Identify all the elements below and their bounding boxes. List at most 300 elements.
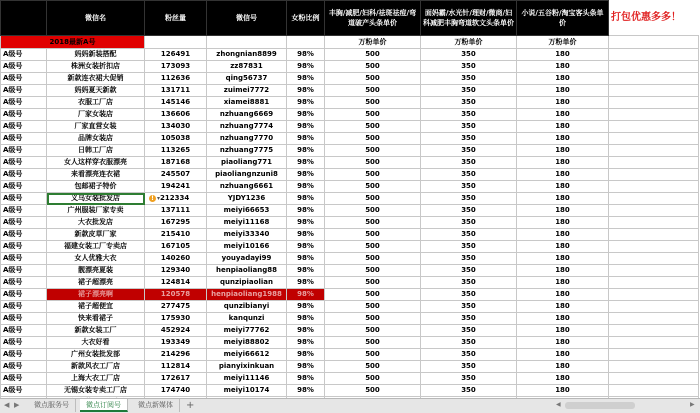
price-3-cell[interactable] [517, 73, 609, 85]
fans-cell[interactable] [145, 73, 207, 85]
wechat-id-cell[interactable] [207, 349, 287, 361]
wechat-id-cell[interactable] [207, 181, 287, 193]
name-cell[interactable] [47, 301, 145, 313]
ratio-cell[interactable] [287, 253, 325, 265]
price-2-cell[interactable] [421, 109, 517, 121]
unit-blank-2[interactable] [207, 36, 287, 49]
ratio-cell[interactable] [287, 109, 325, 121]
tag-cell[interactable] [1, 289, 47, 301]
price-3-cell[interactable] [517, 181, 609, 193]
wechat-id-cell[interactable] [207, 193, 287, 205]
fans-cell[interactable] [145, 145, 207, 157]
wechat-id-cell[interactable] [207, 157, 287, 169]
wechat-id-cell[interactable] [207, 169, 287, 181]
tag-cell[interactable] [1, 49, 47, 61]
blank-cell[interactable] [609, 373, 699, 385]
sheet-tab[interactable]: 微点新媒体 [132, 399, 180, 412]
blank-cell[interactable] [609, 145, 699, 157]
unit-price-2[interactable]: 万粉单价 [421, 36, 517, 49]
blank-cell[interactable] [609, 49, 699, 61]
blank-cell[interactable] [609, 217, 699, 229]
ratio-cell[interactable] [287, 265, 325, 277]
blank-cell[interactable] [609, 313, 699, 325]
tag-cell[interactable] [1, 85, 47, 97]
fans-cell[interactable] [145, 193, 207, 205]
wechat-id-cell[interactable] [207, 205, 287, 217]
price-3-cell[interactable] [517, 61, 609, 73]
fans-cell[interactable] [145, 121, 207, 133]
ratio-cell[interactable] [287, 325, 325, 337]
ratio-cell[interactable] [287, 313, 325, 325]
name-cell[interactable] [47, 145, 145, 157]
wechat-id-cell[interactable] [207, 265, 287, 277]
table-row [1, 349, 699, 361]
blank-cell[interactable] [609, 85, 699, 97]
price-2-cell[interactable] [421, 229, 517, 241]
blank-cell[interactable] [609, 229, 699, 241]
fans-cell[interactable] [145, 289, 207, 301]
warning-icon[interactable]: ! [149, 195, 156, 202]
wechat-id-cell[interactable] [207, 253, 287, 265]
blank-cell[interactable] [609, 157, 699, 169]
name-cell[interactable] [47, 121, 145, 133]
price-3-cell[interactable] [517, 217, 609, 229]
price-1-cell[interactable] [325, 85, 421, 97]
price-3-cell[interactable] [517, 265, 609, 277]
tag-cell[interactable] [1, 217, 47, 229]
tag-cell[interactable] [1, 301, 47, 313]
price-2-cell[interactable] [421, 97, 517, 109]
price-1-cell[interactable] [325, 253, 421, 265]
name-cell[interactable] [47, 157, 145, 169]
ratio-cell[interactable] [287, 349, 325, 361]
ratio-cell[interactable] [287, 289, 325, 301]
price-1-cell[interactable] [325, 49, 421, 61]
tag-cell[interactable] [1, 373, 47, 385]
price-1-cell[interactable] [325, 61, 421, 73]
ratio-cell[interactable] [287, 217, 325, 229]
unit-price-1[interactable]: 万粉单价 [325, 36, 421, 49]
price-3-cell[interactable] [517, 145, 609, 157]
wechat-id-cell[interactable] [207, 337, 287, 349]
price-2-cell[interactable] [421, 373, 517, 385]
price-2-cell[interactable] [421, 145, 517, 157]
unit-blank-1[interactable] [145, 36, 207, 49]
tag-cell[interactable] [1, 181, 47, 193]
price-1-cell[interactable] [325, 373, 421, 385]
price-2-cell[interactable] [421, 361, 517, 373]
blank-cell[interactable] [609, 73, 699, 85]
fans-cell[interactable] [145, 109, 207, 121]
ratio-cell[interactable] [287, 241, 325, 253]
blank-cell[interactable] [609, 181, 699, 193]
price-1-cell[interactable] [325, 265, 421, 277]
wechat-id-cell[interactable] [207, 361, 287, 373]
blank-cell[interactable] [609, 265, 699, 277]
scroll-left-icon[interactable]: ◀ [556, 401, 561, 408]
ratio-cell[interactable] [287, 229, 325, 241]
wechat-id-cell[interactable] [207, 73, 287, 85]
wechat-id-cell[interactable] [207, 49, 287, 61]
price-1-cell[interactable] [325, 289, 421, 301]
fans-cell[interactable] [145, 301, 207, 313]
fans-cell[interactable] [145, 205, 207, 217]
price-2-cell[interactable] [421, 121, 517, 133]
name-cell[interactable] [47, 217, 145, 229]
price-1-cell[interactable] [325, 241, 421, 253]
fans-cell-text: 120578 [160, 290, 191, 298]
price-3-cell[interactable] [517, 193, 609, 205]
price-2-cell[interactable] [421, 193, 517, 205]
price-1-cell[interactable] [325, 97, 421, 109]
price-3-cell[interactable] [517, 313, 609, 325]
price-2-cell[interactable] [421, 73, 517, 85]
blank-cell[interactable] [609, 253, 699, 265]
header-blank-cell[interactable] [1, 1, 47, 36]
price-2-cell[interactable] [421, 385, 517, 397]
name-cell[interactable] [47, 205, 145, 217]
price-3-cell-text: 180 [555, 386, 570, 394]
price-1-cell[interactable] [325, 133, 421, 145]
name-cell[interactable] [47, 109, 145, 121]
price-1-cell[interactable] [325, 109, 421, 121]
price-3-cell[interactable] [517, 325, 609, 337]
fans-cell[interactable] [145, 217, 207, 229]
fans-cell[interactable] [145, 253, 207, 265]
price-1-cell[interactable] [325, 337, 421, 349]
price-2-cell[interactable] [421, 169, 517, 181]
fans-cell[interactable] [145, 181, 207, 193]
fans-cell[interactable] [145, 373, 207, 385]
name-cell[interactable] [47, 133, 145, 145]
price-2-cell[interactable] [421, 313, 517, 325]
price-3-cell[interactable] [517, 337, 609, 349]
price-3-cell[interactable] [517, 385, 609, 397]
price-1-cell-text: 500 [365, 278, 380, 286]
name-cell[interactable] [47, 241, 145, 253]
name-cell[interactable] [47, 313, 145, 325]
wechat-id-cell[interactable] [207, 373, 287, 385]
fans-cell[interactable] [145, 97, 207, 109]
wechat-id-cell[interactable] [207, 241, 287, 253]
price-2-cell[interactable] [421, 289, 517, 301]
tag-cell[interactable] [1, 73, 47, 85]
price-1-cell[interactable] [325, 277, 421, 289]
price-2-cell[interactable] [421, 277, 517, 289]
header-price-1[interactable]: 丰胸/减肥/妇科/祛斑祛痘/弯道破产头条单价 [325, 1, 421, 36]
tag-cell[interactable] [1, 157, 47, 169]
ratio-cell[interactable] [287, 337, 325, 349]
wechat-id-cell[interactable] [207, 385, 287, 397]
discount-note[interactable]: 打包优惠多多！ [609, 1, 699, 36]
blank-cell[interactable] [609, 337, 699, 349]
wechat-id-cell[interactable] [207, 133, 287, 145]
name-cell[interactable] [47, 277, 145, 289]
ratio-cell[interactable] [287, 121, 325, 133]
tag-cell[interactable] [1, 325, 47, 337]
price-3-cell[interactable] [517, 133, 609, 145]
blank-cell[interactable] [609, 205, 699, 217]
ratio-cell[interactable] [287, 61, 325, 73]
blank-cell[interactable] [609, 109, 699, 121]
price-3-cell[interactable] [517, 85, 609, 97]
name-cell[interactable] [47, 337, 145, 349]
price-2-cell[interactable] [421, 61, 517, 73]
wechat-id-cell-text: meiyi10174 [223, 386, 270, 394]
wechat-id-cell[interactable] [207, 229, 287, 241]
blank-cell[interactable] [609, 193, 699, 205]
blank-cell[interactable] [609, 301, 699, 313]
fans-cell[interactable] [145, 241, 207, 253]
blank-cell[interactable] [609, 349, 699, 361]
name-cell[interactable] [47, 349, 145, 361]
section-label[interactable]: 2018最新A号 [1, 36, 145, 49]
price-1-cell[interactable] [325, 301, 421, 313]
fans-cell[interactable] [145, 169, 207, 181]
scroll-right-icon[interactable]: ▶ [690, 401, 695, 408]
price-3-cell[interactable] [517, 277, 609, 289]
price-2-cell[interactable] [421, 253, 517, 265]
wechat-id-cell[interactable] [207, 61, 287, 73]
price-1-cell[interactable] [325, 349, 421, 361]
fans-cell[interactable] [145, 337, 207, 349]
price-3-cell[interactable] [517, 121, 609, 133]
tag-cell[interactable] [1, 133, 47, 145]
tag-cell[interactable] [1, 349, 47, 361]
price-1-cell[interactable] [325, 325, 421, 337]
price-3-cell[interactable] [517, 241, 609, 253]
fans-cell[interactable] [145, 133, 207, 145]
name-cell[interactable] [47, 289, 145, 301]
ratio-cell[interactable] [287, 169, 325, 181]
price-2-cell[interactable] [421, 337, 517, 349]
price-2-cell[interactable] [421, 133, 517, 145]
name-cell[interactable] [47, 373, 145, 385]
price-2-cell[interactable] [421, 241, 517, 253]
fans-cell[interactable] [145, 61, 207, 73]
price-3-cell[interactable] [517, 205, 609, 217]
name-cell[interactable] [47, 229, 145, 241]
wechat-id-cell[interactable] [207, 85, 287, 97]
tag-cell[interactable] [1, 61, 47, 73]
ratio-cell[interactable] [287, 85, 325, 97]
name-cell[interactable] [47, 73, 145, 85]
price-1-cell[interactable] [325, 205, 421, 217]
price-1-cell[interactable] [325, 145, 421, 157]
price-2-cell[interactable] [421, 85, 517, 97]
tag-cell[interactable] [1, 313, 47, 325]
fans-cell[interactable] [145, 385, 207, 397]
name-cell-text: 无锡女装专卖工厂店 [64, 386, 127, 394]
price-3-cell[interactable] [517, 109, 609, 121]
price-3-cell[interactable] [517, 373, 609, 385]
ratio-cell[interactable] [287, 157, 325, 169]
price-3-cell[interactable] [517, 361, 609, 373]
blank-cell[interactable] [609, 277, 699, 289]
ratio-cell[interactable] [287, 193, 325, 205]
price-3-cell[interactable] [517, 169, 609, 181]
price-2-cell[interactable] [421, 217, 517, 229]
price-1-cell[interactable] [325, 121, 421, 133]
fans-cell[interactable] [145, 361, 207, 373]
header-price-2[interactable]: 面妈霸/水光针/理财/微商/妇科减肥丰胸弯道软文头条单价 [421, 1, 517, 36]
price-2-cell[interactable] [421, 349, 517, 361]
wechat-id-cell[interactable] [207, 325, 287, 337]
fans-cell[interactable] [145, 313, 207, 325]
blank-cell[interactable] [609, 97, 699, 109]
blank-cell[interactable] [609, 289, 699, 301]
wechat-id-cell[interactable] [207, 301, 287, 313]
price-3-cell[interactable] [517, 157, 609, 169]
tag-cell[interactable] [1, 337, 47, 349]
blank-cell[interactable] [609, 133, 699, 145]
blank-cell[interactable] [609, 385, 699, 397]
fans-cell[interactable] [145, 157, 207, 169]
price-3-cell[interactable] [517, 349, 609, 361]
name-cell[interactable] [47, 265, 145, 277]
unit-price-3[interactable]: 万粉单价 [517, 36, 609, 49]
tag-cell[interactable] [1, 145, 47, 157]
header-price-3[interactable]: 小说/五谷粉/淘宝客头条单价 [517, 1, 609, 36]
header-name[interactable]: 微信名 [47, 1, 145, 36]
ratio-cell[interactable] [287, 301, 325, 313]
price-1-cell[interactable] [325, 313, 421, 325]
blank-cell[interactable] [609, 61, 699, 73]
unit-blank-3[interactable] [287, 36, 325, 49]
tag-cell[interactable] [1, 265, 47, 277]
price-1-cell[interactable] [325, 169, 421, 181]
price-2-cell[interactable] [421, 205, 517, 217]
price-1-cell[interactable] [325, 73, 421, 85]
price-3-cell[interactable] [517, 301, 609, 313]
name-cell[interactable] [47, 97, 145, 109]
name-cell[interactable] [47, 169, 145, 181]
ratio-cell[interactable] [287, 205, 325, 217]
tag-cell[interactable] [1, 193, 47, 205]
header-female-ratio[interactable]: 女粉比例 [287, 1, 325, 36]
price-3-cell[interactable] [517, 289, 609, 301]
tag-cell[interactable] [1, 97, 47, 109]
ratio-cell[interactable] [287, 49, 325, 61]
price-2-cell[interactable] [421, 157, 517, 169]
price-2-cell[interactable] [421, 49, 517, 61]
name-cell[interactable] [47, 181, 145, 193]
price-1-cell[interactable] [325, 217, 421, 229]
ratio-cell[interactable] [287, 145, 325, 157]
ratio-cell[interactable] [287, 361, 325, 373]
tag-cell[interactable] [1, 361, 47, 373]
price-1-cell[interactable] [325, 361, 421, 373]
tag-cell[interactable] [1, 109, 47, 121]
wechat-id-cell[interactable] [207, 289, 287, 301]
fans-cell[interactable] [145, 85, 207, 97]
wechat-id-cell[interactable] [207, 109, 287, 121]
name-cell[interactable] [47, 61, 145, 73]
price-2-cell[interactable] [421, 301, 517, 313]
price-1-cell[interactable] [325, 229, 421, 241]
dropdown-arrow-icon[interactable]: ▾ [157, 195, 161, 202]
name-cell[interactable] [47, 385, 145, 397]
price-2-cell[interactable] [421, 325, 517, 337]
price-3-cell[interactable] [517, 97, 609, 109]
prev-sheet-icon[interactable]: ◀ [4, 401, 10, 409]
header-wechat-id[interactable]: 微信号 [207, 1, 287, 36]
price-3-cell[interactable] [517, 49, 609, 61]
ratio-cell[interactable] [287, 373, 325, 385]
sheet-tab[interactable]: 微点订阅号 [80, 399, 128, 412]
tag-cell[interactable] [1, 253, 47, 265]
tag-cell-text: A级号 [3, 50, 23, 58]
fans-cell[interactable] [145, 49, 207, 61]
tag-cell[interactable] [1, 229, 47, 241]
fans-cell[interactable] [145, 277, 207, 289]
wechat-id-cell[interactable] [207, 97, 287, 109]
name-cell[interactable] [47, 253, 145, 265]
fans-cell[interactable] [145, 349, 207, 361]
name-cell[interactable] [47, 85, 145, 97]
wechat-id-cell[interactable] [207, 217, 287, 229]
wechat-id-cell[interactable] [207, 313, 287, 325]
name-cell[interactable] [47, 361, 145, 373]
fans-cell[interactable] [145, 325, 207, 337]
blank-cell[interactable] [609, 325, 699, 337]
name-cell[interactable] [47, 49, 145, 61]
price-3-cell[interactable] [517, 253, 609, 265]
add-sheet-button[interactable]: + [186, 400, 195, 411]
name-cell[interactable] [47, 193, 145, 205]
ratio-cell[interactable] [287, 181, 325, 193]
wechat-id-cell[interactable] [207, 145, 287, 157]
tag-cell[interactable] [1, 169, 47, 181]
blank-cell[interactable] [609, 361, 699, 373]
price-1-cell[interactable] [325, 181, 421, 193]
tag-cell[interactable] [1, 121, 47, 133]
blank-cell[interactable] [609, 169, 699, 181]
blank-cell[interactable] [609, 121, 699, 133]
price-1-cell[interactable] [325, 157, 421, 169]
price-1-cell[interactable] [325, 193, 421, 205]
wechat-id-cell[interactable] [207, 277, 287, 289]
ratio-cell[interactable] [287, 97, 325, 109]
price-2-cell[interactable] [421, 181, 517, 193]
ratio-cell[interactable] [287, 133, 325, 145]
wechat-id-cell[interactable] [207, 121, 287, 133]
fans-cell[interactable] [145, 229, 207, 241]
table-row [1, 181, 699, 193]
header-fans[interactable]: 粉丝量 [145, 1, 207, 36]
price-3-cell[interactable] [517, 229, 609, 241]
sheet-tab[interactable]: 微点服务号 [28, 399, 76, 412]
next-sheet-icon[interactable]: ▶ [14, 401, 20, 409]
name-cell[interactable] [47, 325, 145, 337]
wechat-id-cell-text: meiyi10166 [223, 242, 270, 250]
ratio-cell[interactable] [287, 385, 325, 397]
fans-cell-text: 194241 [160, 182, 191, 190]
blank-cell[interactable] [609, 241, 699, 253]
unit-blank-4[interactable] [609, 36, 699, 49]
price-1-cell[interactable] [325, 385, 421, 397]
ratio-cell[interactable] [287, 277, 325, 289]
tag-cell[interactable] [1, 277, 47, 289]
ratio-cell[interactable] [287, 73, 325, 85]
price-2-cell[interactable] [421, 265, 517, 277]
tag-cell[interactable] [1, 205, 47, 217]
horizontal-scrollbar[interactable] [565, 402, 635, 409]
tag-cell[interactable] [1, 385, 47, 397]
price-3-cell-text: 180 [555, 242, 570, 250]
tag-cell[interactable] [1, 241, 47, 253]
fans-cell[interactable] [145, 265, 207, 277]
